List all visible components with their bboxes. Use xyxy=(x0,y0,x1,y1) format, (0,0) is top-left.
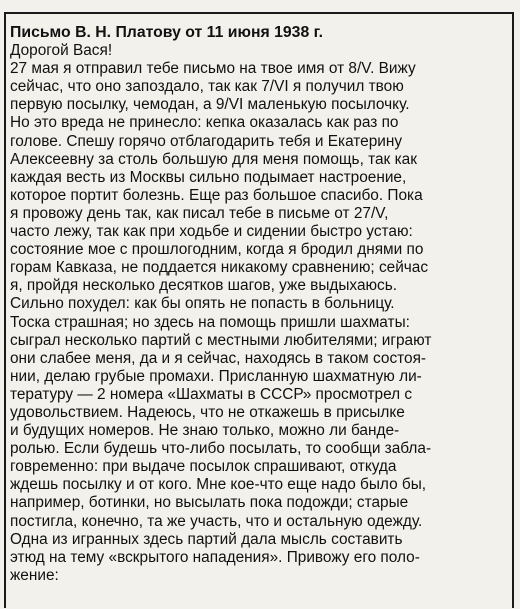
text-line: сыграл несколько партий с местными любителями; играют xyxy=(10,331,432,349)
text-line: сейчас, что оно запоздало, так как 7/VI я получил твою xyxy=(10,78,404,96)
text-line: постигла, конечно, та же участь, что и остальную одежду. xyxy=(10,512,423,530)
text-line: например, ботинки, но высылать пока подожди; старые xyxy=(10,494,409,512)
text-line: 27 мая я отправил тебе письмо на твое имя от 8/V. Вижу xyxy=(10,60,416,78)
text-line: я, пройдя несколько десятков шагов, уже выдыхаюсь. xyxy=(10,277,398,295)
text-line: говременно: при выдаче посылок спрашивают, откуда xyxy=(10,458,397,476)
text-line: каждая весть из Москвы сильно подымает настроение, xyxy=(10,168,407,186)
text-line: Одна из игранных здесь партий дала мысль составить xyxy=(10,530,403,548)
text-line: Но это вреда не принесло: кепка оказалась как раз по xyxy=(10,114,399,132)
text-line: удовольствием. Надеюсь, что не откажешь в присылке xyxy=(10,403,405,421)
text-line: жение: xyxy=(10,566,59,584)
text-line: состояние мое с прошлогодним, когда я бродил днями по xyxy=(10,241,424,259)
text-line: первую посылку, чемодан, а 9/VI маленькую посылочку. xyxy=(10,96,410,114)
text-line: часто лежу, так как при ходьбе и сидении быстро устаю: xyxy=(10,223,413,241)
article-title: Письмо В. Н. Платову от 11 июня 1938 г. xyxy=(10,24,324,41)
text-line: тературу — 2 номера «Шахматы в СССР» просмотрел с xyxy=(10,385,413,403)
text-line: Тоска страшная; но здесь на помощь пришли шахматы: xyxy=(10,313,410,331)
article-body xyxy=(10,24,508,585)
text-line: голове. Спешу горячо отблагодарить тебя и Екатерину xyxy=(10,132,403,150)
text-line: и будущих номеров. Не знаю только, можно ли бандe- xyxy=(10,422,400,440)
text-line: которое портит болезнь. Еще раз большое спасибо. Пока xyxy=(10,186,423,204)
text-line: я провожу день так, как писал тебе в письме от 27/V, xyxy=(10,204,389,222)
text-line: они слабее меня, да и я сейчас, находясь в таком состоя- xyxy=(10,349,427,367)
text-line: Сильно похудел: как бы опять не попасть в больницу. xyxy=(10,295,395,313)
text-line: этюд на тему «вскрытого нападения». Привожу его поло- xyxy=(10,548,420,566)
text-line: горам Кавказа, не поддается никакому сравнению; сейчас xyxy=(10,259,429,277)
text-line: ждешь посылку и от кого. Мне кое-что еще надо было бы, xyxy=(10,476,427,494)
text-line: нии, делаю грубые промахи. Присланную шахматную ли- xyxy=(10,367,422,385)
text-line: Дорогой Вася! xyxy=(10,42,113,60)
text-line: Алексеевну за столь большую для меня помощь, так как xyxy=(10,150,417,168)
text-line: ролью. Если будешь что-либо посылать, то сообщи забла- xyxy=(10,440,432,458)
